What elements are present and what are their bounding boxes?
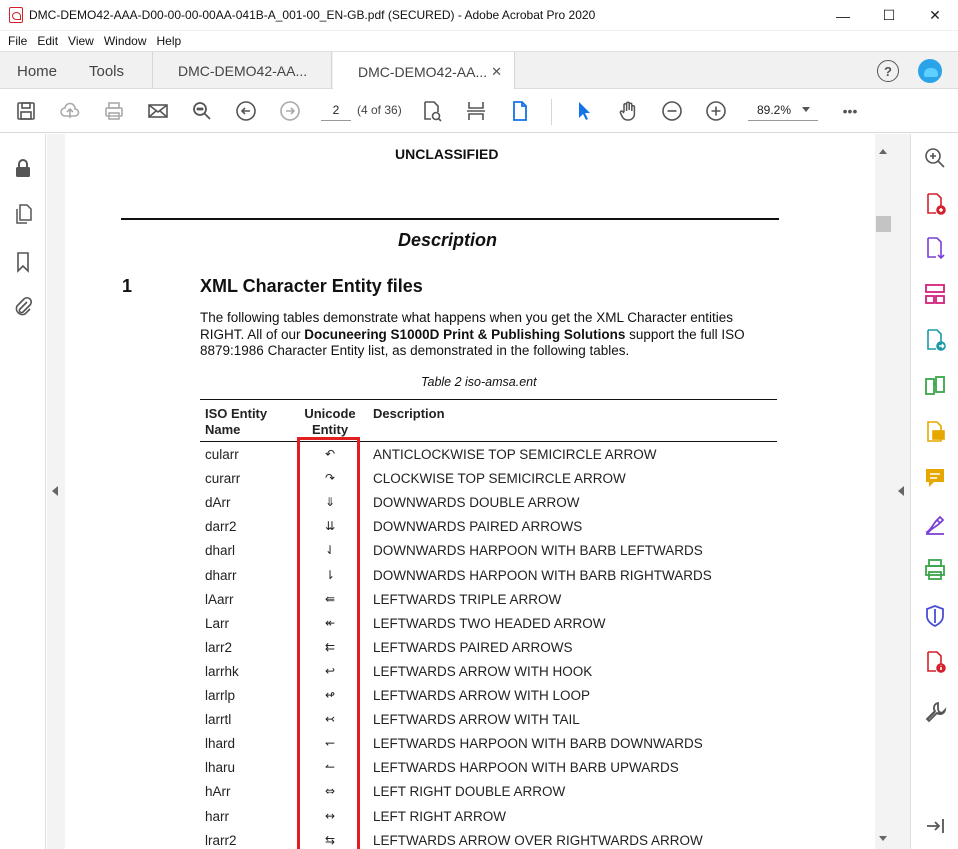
lock-icon[interactable] — [11, 156, 35, 180]
tab-document-2-label: DMC-DEMO42-AA... — [358, 63, 488, 80]
page-count: (4 of 36) — [357, 103, 402, 117]
left-pane-toggle[interactable] — [47, 134, 65, 849]
tab-close-icon[interactable]: ✕ — [491, 63, 502, 79]
entity-description: LEFT RIGHT ARROW — [373, 808, 507, 824]
entity-glyph: ↩ — [324, 663, 336, 678]
minimize-button[interactable]: — — [836, 7, 850, 24]
table-row — [65, 638, 875, 662]
table-row — [65, 493, 875, 517]
maximize-button[interactable]: ☐ — [882, 7, 896, 23]
table-row — [65, 758, 875, 782]
entity-name: cularr — [205, 447, 239, 462]
table-row — [65, 807, 875, 831]
table-row — [65, 686, 875, 710]
table-row — [65, 734, 875, 758]
page-heading: Description — [398, 230, 498, 250]
zoom-search-icon[interactable] — [923, 146, 947, 170]
upload-icon[interactable] — [58, 99, 82, 123]
more-tools-icon[interactable] — [923, 700, 947, 724]
print-production-icon[interactable] — [923, 558, 947, 582]
bookmark-icon[interactable] — [11, 250, 35, 274]
organize-pages-icon[interactable] — [923, 282, 947, 306]
entity-glyph: ⇓ — [324, 495, 336, 510]
table-top-rule — [200, 399, 777, 400]
entity-glyph: ↷ — [324, 471, 336, 486]
entity-name: larrlp — [205, 688, 236, 703]
edit-pdf-icon[interactable] — [923, 328, 947, 352]
entity-glyph: ↞ — [324, 615, 336, 630]
next-page-icon[interactable] — [278, 99, 302, 123]
unicode-column-highlight — [297, 437, 360, 849]
section-number: 1 — [122, 276, 133, 296]
entity-glyph: ↫ — [324, 688, 336, 702]
entity-glyph: ⇇ — [324, 639, 336, 654]
page-thumbnails-icon[interactable] — [11, 202, 35, 226]
table-row — [65, 566, 875, 590]
toolbar-divider — [551, 99, 552, 125]
zoom-in-icon[interactable] — [704, 99, 728, 123]
entity-name: dharl — [205, 543, 236, 559]
table-row — [65, 831, 875, 849]
tab-document-1[interactable] — [152, 52, 332, 90]
entity-name: dharr — [205, 567, 237, 583]
entity-glyph: ↼ — [324, 760, 336, 775]
left-navigation-pane — [0, 134, 46, 849]
intro-text-2: support the full ISO 8879:1986 Character Entity list, as demonstrated in the following tables. — [200, 326, 745, 358]
entity-description: LEFTWARDS ARROW WITH TAIL — [373, 712, 580, 728]
menu-help[interactable]: Help — [156, 34, 182, 48]
tab-document-1-label: DMC-DEMO42-AA... — [178, 63, 308, 79]
entity-glyph: ↔ — [324, 808, 336, 823]
column-header-unicode: Unicode Entity — [304, 406, 356, 437]
entity-name: hArr — [205, 784, 231, 800]
table-row — [65, 517, 875, 541]
table-row — [65, 782, 875, 806]
menu-bar — [0, 31, 958, 51]
tab-document-2-active[interactable] — [333, 52, 515, 91]
entity-description: LEFT RIGHT DOUBLE ARROW — [373, 784, 566, 800]
entity-description: ANTICLOCKWISE TOP SEMICIRCLE ARROW — [373, 447, 657, 462]
entity-description: DOWNWARDS DOUBLE ARROW — [373, 495, 580, 511]
attachment-icon[interactable] — [11, 294, 35, 318]
right-tools-pane — [910, 134, 958, 849]
entity-name: dArr — [205, 495, 231, 511]
save-icon[interactable] — [14, 99, 38, 123]
expand-icon[interactable] — [923, 814, 947, 838]
comment-icon[interactable] — [923, 466, 947, 490]
page-number-input[interactable]: 2 — [321, 99, 351, 121]
chevron-left-icon — [898, 486, 904, 496]
entity-glyph: ⇃ — [324, 543, 336, 558]
column-header-name: ISO Entity Name — [205, 406, 268, 437]
entity-description: LEFTWARDS ARROW WITH LOOP — [373, 688, 591, 703]
export-pdf-icon[interactable] — [923, 236, 947, 260]
entity-glyph: ↶ — [324, 447, 336, 461]
create-pdf-icon[interactable] — [923, 192, 947, 216]
entity-name: lhard — [205, 736, 236, 752]
scroll-up-arrow[interactable] — [879, 149, 887, 154]
entity-name: lAarr — [205, 591, 234, 607]
menu-file[interactable]: File — [8, 34, 28, 48]
table-row — [65, 541, 875, 565]
entity-name: lharu — [205, 760, 236, 776]
header-rule — [121, 218, 779, 220]
entity-name: harr — [205, 808, 230, 824]
classification-label: UNCLASSIFIED — [395, 146, 499, 162]
tab-bar — [0, 51, 958, 89]
fill-sign-icon[interactable] — [923, 512, 947, 536]
scroll-thumb[interactable] — [876, 216, 891, 232]
menu-view[interactable]: View — [68, 34, 94, 48]
entity-glyph: ⇚ — [324, 591, 336, 606]
entity-description: DOWNWARDS HARPOON WITH BARB LEFTWARDS — [373, 543, 703, 559]
menu-window[interactable]: Window — [103, 34, 147, 48]
table-caption: Table 2 iso-amsa.ent — [421, 375, 537, 389]
section-title: XML Character Entity files — [200, 276, 423, 296]
menu-edit[interactable]: Edit — [37, 34, 59, 48]
pdf-info-icon[interactable] — [923, 650, 947, 674]
table-row — [65, 590, 875, 614]
email-icon[interactable] — [146, 99, 170, 123]
zoom-out-icon[interactable] — [660, 99, 684, 123]
help-icon[interactable]: ? — [877, 60, 899, 82]
entity-name: Larr — [205, 615, 230, 631]
select-cursor-icon[interactable] — [572, 99, 596, 123]
intro-bold-text: Docuneering S1000D Print & Publishing Solutions — [304, 326, 626, 342]
previous-page-icon[interactable] — [234, 99, 258, 123]
table-header-rule — [200, 441, 777, 442]
comment-list-icon[interactable] — [923, 420, 947, 444]
print-icon[interactable] — [102, 99, 126, 123]
more-tools-menu-icon[interactable]: ••• — [842, 103, 858, 119]
compare-icon[interactable] — [923, 374, 947, 398]
table-row — [65, 710, 875, 734]
entity-description: DOWNWARDS PAIRED ARROWS — [373, 519, 583, 535]
chevron-down-icon[interactable] — [802, 107, 810, 112]
intro-text-1: The following tables demonstrate what happens when you get the XML Character entities RIGHT. All of our — [200, 310, 734, 342]
window-title: DMC-DEMO42-AAA-D00-00-00-00AA-041B-A_001-00_EN-GB.pdf (SECURED) - Adobe Acrobat Pro 2020 — [29, 8, 596, 22]
scroll-down-arrow[interactable] — [879, 836, 887, 841]
entity-name: curarr — [205, 471, 241, 487]
table-row — [65, 614, 875, 638]
chevron-left-icon — [52, 486, 58, 496]
table-row — [65, 662, 875, 686]
find-icon[interactable] — [190, 99, 214, 123]
entity-glyph: ↢ — [324, 712, 336, 727]
tab-tools[interactable]: Tools — [89, 62, 125, 80]
column-header-description: Description — [373, 406, 445, 421]
right-pane-toggle[interactable] — [892, 134, 910, 849]
scroll-mode-icon[interactable] — [464, 99, 488, 123]
intro-paragraph — [200, 310, 760, 360]
entity-description: LEFTWARDS PAIRED ARROWS — [373, 639, 573, 655]
account-icon[interactable] — [918, 59, 942, 83]
hand-icon[interactable] — [616, 99, 640, 123]
entity-name: larrtl — [205, 712, 232, 728]
entity-glyph: ⇊ — [324, 519, 336, 534]
entity-glyph: ⇂ — [324, 567, 336, 582]
acrobat-app-icon — [9, 7, 23, 23]
entity-description: DOWNWARDS HARPOON WITH BARB RIGHTWARDS — [373, 567, 712, 583]
table-row — [65, 445, 875, 469]
tab-home[interactable]: Home — [17, 62, 58, 80]
window-controls — [820, 0, 958, 31]
entity-name: larr2 — [205, 639, 233, 655]
zoom-level-select[interactable]: 89.2% — [748, 99, 818, 121]
page-thumbnail-search-icon[interactable] — [420, 99, 444, 123]
entity-name: lrarr2 — [205, 832, 237, 848]
single-page-icon[interactable] — [508, 99, 532, 123]
entity-description: LEFTWARDS HARPOON WITH BARB DOWNWARDS — [373, 736, 703, 752]
entity-glyph: ↽ — [324, 736, 336, 751]
entity-name: larrhk — [205, 663, 239, 679]
entity-name: darr2 — [205, 519, 237, 535]
vertical-scrollbar[interactable] — [875, 134, 892, 849]
entity-description: LEFTWARDS ARROW OVER RIGHTWARDS ARROW — [373, 832, 703, 848]
entity-description: LEFTWARDS ARROW WITH HOOK — [373, 663, 593, 679]
close-window-button[interactable]: ✕ — [929, 7, 941, 23]
document-view[interactable] — [65, 134, 875, 849]
protect-icon[interactable] — [923, 604, 947, 628]
entity-description: CLOCKWISE TOP SEMICIRCLE ARROW — [373, 471, 626, 487]
entity-description: LEFTWARDS TWO HEADED ARROW — [373, 615, 606, 631]
table-row — [65, 469, 875, 493]
entity-description: LEFTWARDS TRIPLE ARROW — [373, 591, 562, 607]
entity-description: LEFTWARDS HARPOON WITH BARB UPWARDS — [373, 760, 679, 776]
entity-glyph: ⇔ — [324, 784, 336, 799]
entity-glyph: ⇆ — [324, 832, 336, 847]
title-bar — [0, 0, 958, 31]
